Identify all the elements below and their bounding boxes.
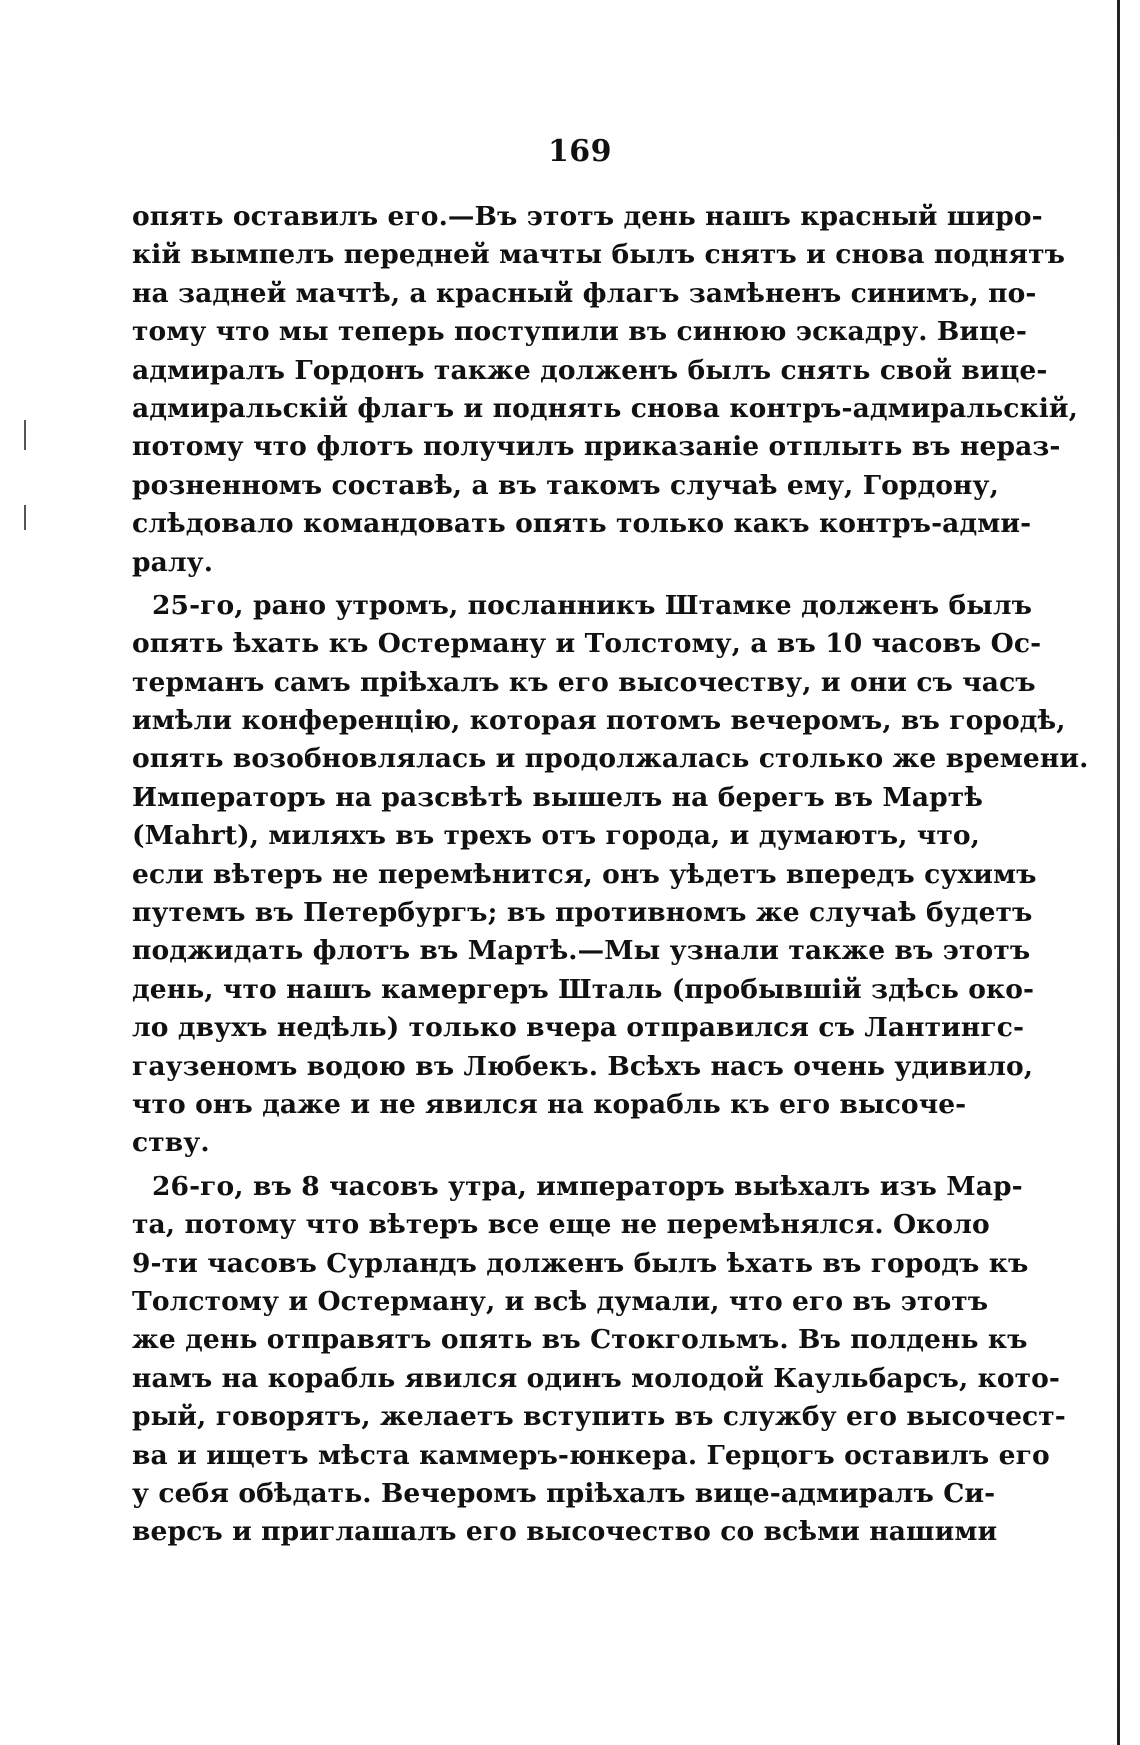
text-line: ралу.: [132, 546, 214, 578]
text-line: день, что нашъ камергеръ Шталь (пробывшій здѣсь око-: [132, 973, 1035, 1005]
page-number: 169: [547, 134, 613, 169]
text-line: 26-го, въ 8 часовъ утра, императоръ выѣхалъ изъ Мар-: [152, 1170, 1023, 1202]
text-line: Толстому и Остерману, и всѣ думали, что его въ этотъ: [132, 1285, 989, 1317]
text-line: кій вымпелъ передней мачты былъ снятъ и снова поднятъ: [132, 239, 1066, 271]
text-line: опять оставилъ его.—Въ этотъ день нашъ красный широ-: [132, 201, 1043, 232]
body-text: [132, 198, 1089, 1552]
text-line: 9-ти часовъ Сурландъ долженъ былъ ѣхать въ городъ къ: [132, 1247, 1029, 1279]
text-line: намъ на корабль явился одинъ молодой Каульбарсъ, кото-: [132, 1362, 1061, 1394]
text-line: ло двухъ недѣль) только вчера отправился съ Лантингс-: [132, 1012, 1025, 1044]
paragraph-3: [132, 1168, 1066, 1552]
text-line: гаузеномъ водою въ Любекъ. Всѣхъ насъ очень удивило,: [132, 1050, 1034, 1082]
paragraph-2: [132, 587, 1089, 1163]
text-line: адмиралъ Гордонъ также долженъ былъ снять свой вице-: [132, 354, 1048, 386]
text-line: путемъ въ Петербургъ; въ противномъ же случаѣ будетъ: [132, 897, 1033, 929]
text-line: розненномъ составѣ, а въ такомъ случаѣ ему, Гордону,: [132, 469, 999, 501]
text-line: слѣдовало командовать опять только какъ контръ-адми-: [132, 508, 1032, 540]
text-line: терманъ самъ пріѣхалъ къ его высочеству, и они съ часъ: [132, 666, 1036, 698]
text-line: же день отправятъ опять въ Стокгольмъ. Въ полдень къ: [132, 1324, 1028, 1356]
text-line: тому что мы теперь поступили въ синюю эскадру. Вице-: [132, 316, 1027, 348]
text-line: та, потому что вѣтеръ все еще не перемѣнялся. Около: [132, 1209, 990, 1241]
text-line: на задней мачтѣ, а красный флагъ замѣненъ синимъ, по-: [132, 277, 1037, 309]
text-line: потому что флотъ получилъ приказаніе отплыть въ нераз-: [132, 431, 1061, 463]
text-line: Императоръ на разсвѣтѣ вышелъ на берегъ въ Мартѣ: [132, 781, 983, 813]
text-line: у себя обѣдать. Вечеромъ пріѣхалъ вице-адмиралъ Си-: [132, 1477, 996, 1509]
text-line: 25-го, рано утромъ, посланникъ Штамке долженъ былъ: [152, 589, 1033, 621]
text-line: ству.: [132, 1127, 210, 1159]
scan-margin-mark: [24, 420, 26, 450]
text-line: поджидать флотъ въ Мартѣ.—Мы узнали также въ этотъ: [132, 935, 1031, 967]
text-line: рый, говорятъ, желаетъ вступить въ службу его высочест-: [132, 1401, 1066, 1433]
scan-margin-mark: [24, 505, 26, 530]
text-line: версъ и приглашалъ его высочество со всѣми нашими: [132, 1516, 998, 1548]
text-line: что онъ даже и не явился на корабль къ его высоче-: [132, 1088, 967, 1120]
text-line: (Mahrt), миляхъ въ трехъ отъ города, и думаютъ, что,: [132, 820, 980, 852]
text-line: имѣли конференцію, которая потомъ вечеромъ, въ городѣ,: [132, 705, 1066, 737]
text-line: адмиральскій флагъ и поднять снова контръ-адмиральскій,: [132, 392, 1078, 424]
text-line: опять ѣхать къ Остерману и Толстому, а въ 10 часовъ Ос-: [132, 628, 1042, 660]
scan-page-edge: [1117, 0, 1120, 1745]
text-line: опять возобновлялась и продолжалась столько же времени.: [132, 743, 1089, 775]
text-line: ва и ищетъ мѣста каммеръ-юнкера. Герцогъ оставилъ его: [132, 1439, 1050, 1471]
paragraph-1: [132, 198, 1078, 582]
text-line: если вѣтеръ не перемѣнится, онъ уѣдетъ впередъ сухимъ: [132, 858, 1037, 890]
